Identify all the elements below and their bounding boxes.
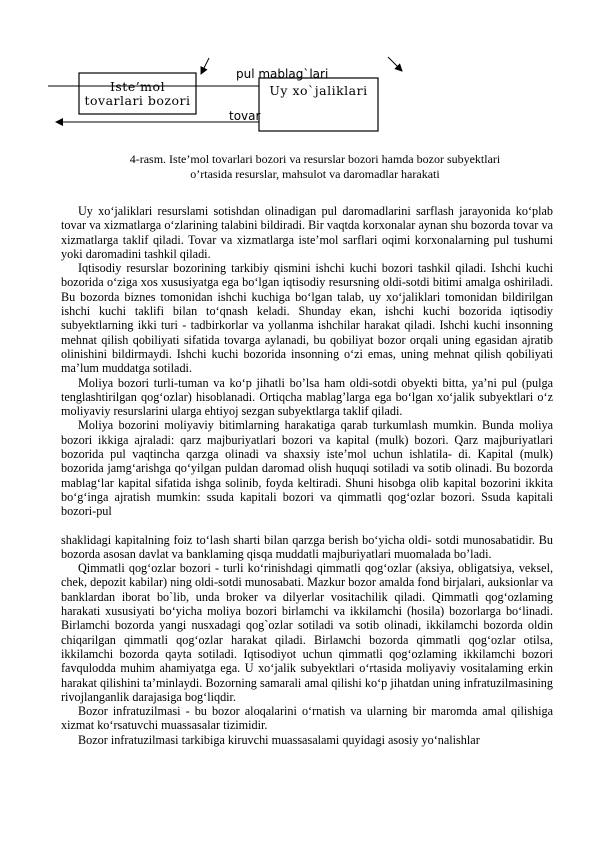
paragraph: Uy xo‘jaliklari resurslami sotishdan olinadigan pul daromadlarini sarflash jarayonida ko‘plab tovar va xizmatlarga o‘zlarining talabini bildiradi. Bir vaqtda korxonalar aynan shu bozorda tovar va xizmatlarga taklif qiladi. Tovar va xizmatlarga iste’mol sarflari oqimi korxonalarning pul tushumi yoki daromadini tashkil qiladi. [61,204,553,261]
caption-line-2: o’rtasida resurslar, mahsulot va daromadlar harakati [190,167,440,181]
paragraph: Bozor infratuzilmasi - bu bozor aloqalarini o‘rnatish va ularning bir maromda amal qilishiga xizmat ko‘rsatuvchi muassasalar tizimidir. [61,704,553,733]
body-text [61,204,553,747]
paragraph: Moliya bozori turli-tuman va ko‘p jihatli bo’lsa ham oldi-sotdi obyekti bitta, ya’ni pul (pulga tenglashtirilgan qog‘ozlar) hisoblanadi. Ortiqcha mablag’larga ega bo‘lgan xo‘jalik subyektlari o‘z moliyaviy resurslarini ularga ehtiyoj sezgan subyektlarga taklif qiladi. [61,375,553,419]
bottom-flow-label: tovar [229,109,261,123]
paragraph: Qimmatli qog‘ozlar bozori - turli ko‘rinishdagi qimmatli qog‘ozlar (aksiya, obligatsiya, veksel, chek, depozit kabilar) ning oldi-sotdi munosabati. Mazkur bozor amalda fond birjalari, auksionlar va banklardan iborat bo`lib, unda broker va dilyerlar vositachilik qiladi. Qimmatli qog‘ozlaming harakati xususiyati bo‘yicha moliya bozori birlamchi va ikkilamchi (hosila) bozorlarga bo‘linadi. Birlamchi bozorda yangi nusxadagi qog`ozlar sotiladi va sotib olinadi, ikkilamchi bozorda oldin chiqarilgan qimmatli qog‘ozlar harakat qiladi. Birlaмchi bozorda qimmatli qog‘ozlar otilsa, ikkilamchi bozorda qayta sotiladi. Iqtisodiyot uchun qimmatli qog‘ozlaming ikkilamchi bozori favqulodda muhim ahamiyatga ega. U xo‘jalik subyektlari o‘rtasida moliyaviy vositalaming erkin harakat qilishini ta’minlaydi. Bozorning samarali amal qilishi ko‘p jihatdan uning infratuzilmasining rivojlanganlik darajasiga bog‘liqdir. [61,561,553,704]
market-flow-diagram [0,0,595,140]
top-right-diagonal-arrow [388,57,402,71]
paragraph: shaklidagi kapitalning foiz to‘lash sharti bilan qarzga berish bo‘yicha oldi- sotdi munosabatidir. Bu bozorda asosan davlat va banklaming qisqa muddatli majburiyatlari muomalada bo’ladi. [61,532,553,561]
figure-caption [60,152,570,182]
left-box-label: Iste’mol tovarlari bozori [84,79,191,108]
paragraph: Bozor infratuzilmasi tarkibiga kiruvchi muassasalami quyidagi asosiy yo‘nalishlar [78,732,480,747]
top-left-diagonal-arrow [201,58,209,74]
paragraph: Iqtisodiy resurslar bozorining tarkibiy qismini ishchi kuchi bozori tashkil qiladi. Ishchi kuchi bozorida o‘ziga xos xususiyatga ega bo‘lgan iqtisodiy resursning oldi-sotdi bitimi amalga oshiriladi. Bu bozorda biznes tomonidan ishchi kuchiga bo‘lgan talab, uy xo‘jaliklari tomonidan bildirilgan ishchi kuchi taklifi bilan to‘qnash keladi. Shunday ekan, ishchi kuchi bozorida iqtisodiy subyektlarning ikki turi - tadbirkorlar va yollanma ishchilar harakat qiladi. Ishchi kuchi insonning mehnat qilish qobiliyati sifatida tovarga aylanadi, bu qobiliyat bozor orqali uning egasidan ajratib olinishini bildirmaydi. Ishchi kuchi bozorida insonning o‘zi emas, uning mehnat qilish qobiliyati ma’lum muddatga sotiladi. [61,261,553,376]
top-flow-label: pul mablag`lari [236,67,329,81]
right-box-label: Uy xo`jaliklari [269,83,368,98]
paragraph: Moliya bozorini moliyaviy bitimlarning harakatiga qarab turkumlash mumkin. Bunda moliya bozori ikkiga ajraladi: qarz majburiyatlari bozori va kapital (mulk) bozori. Qarz majburiyatlari bozorida pul vaqtincha qarzga olinadi va shaxsiy iste’mol uchun ishlatila- di. Kapital (mulk) bozorida jamg‘arishga qo‘yilgan puldan daromad olish huquqi sotiladi va sotib olinadi. Bu bozorda mablag‘lar kapital sifatida ishga solinib, foyda keltiradi. Shuni hisobga olib kapital bozorini ikkita bo‘g‘inga ajratish mumkin: ssuda kapitali bozori va qimmatli qog‘ozlar bozori. Ssuda kapitali bozori-pul [61,418,553,519]
caption-line-1: 4-rasm. Iste’mol tovarlari bozori va resurslar bozori hamda bozor subyektlari [129,152,501,166]
